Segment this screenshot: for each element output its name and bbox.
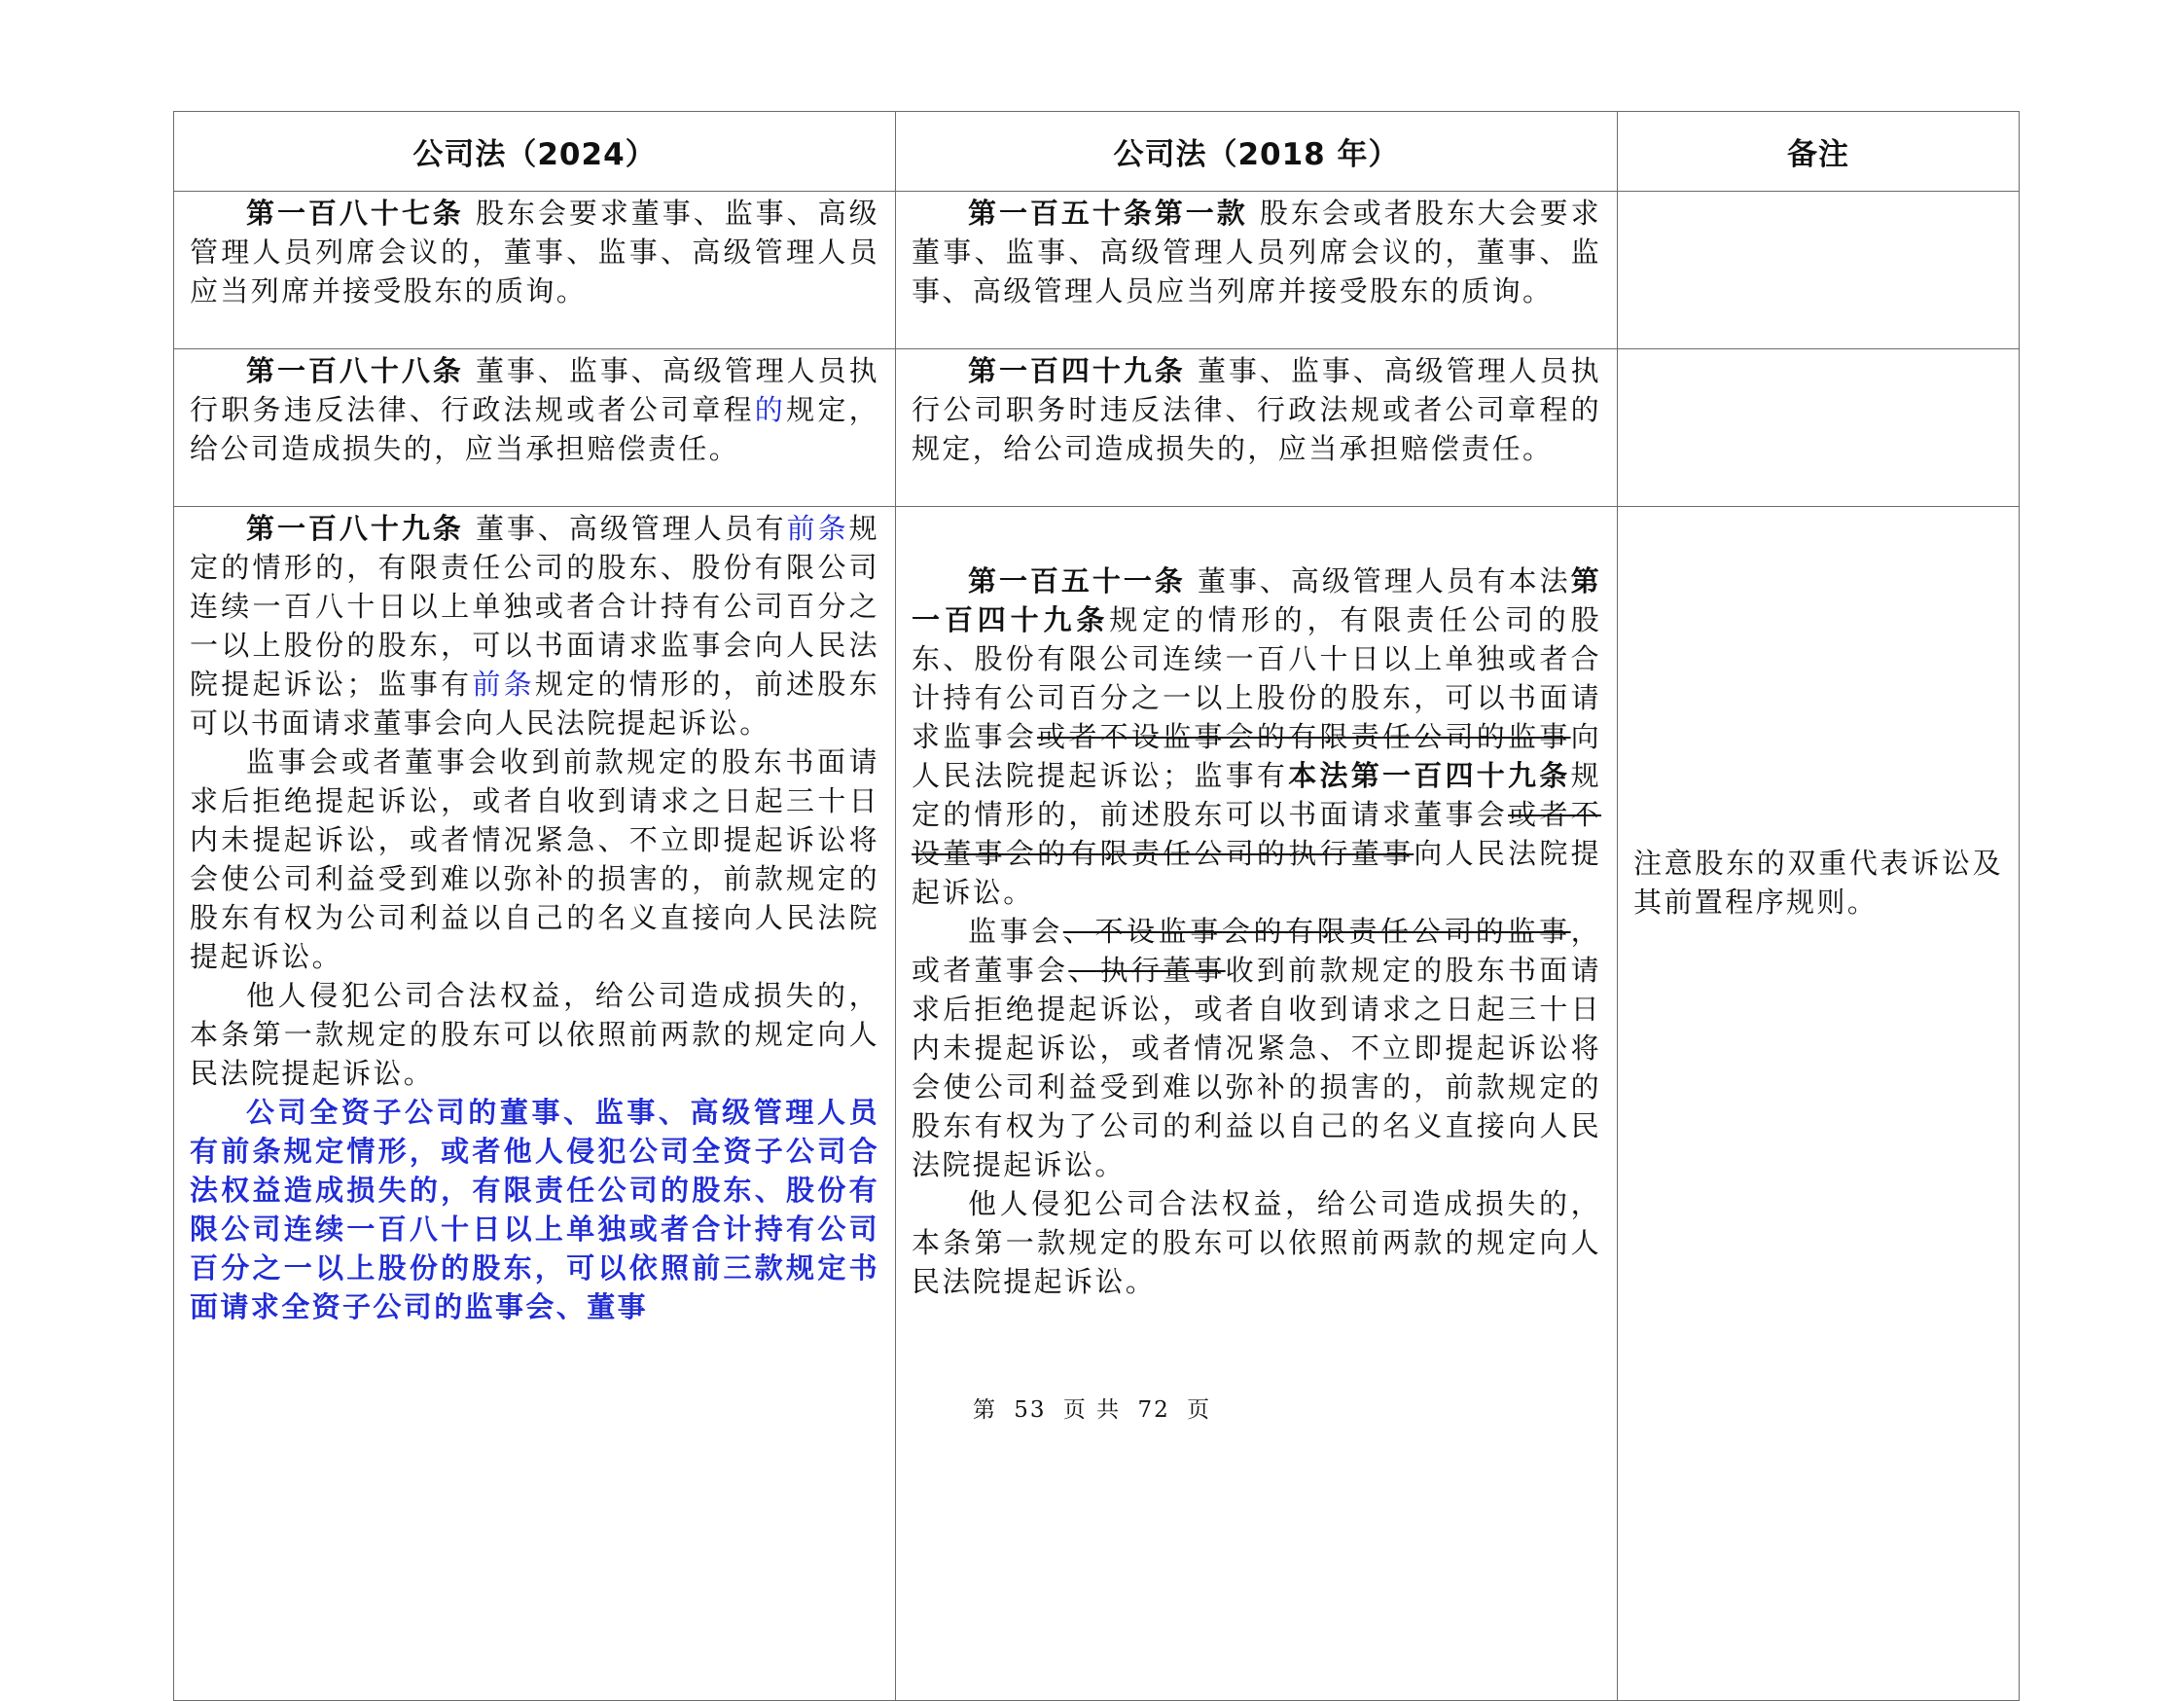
text-run: 监事会 xyxy=(968,915,1063,948)
paragraph xyxy=(912,912,1601,1184)
footer-prefix: 第 xyxy=(972,1397,997,1423)
text-run: 他人侵犯公司合法权益，给公司造成损失的，本条第一款规定的股东可以依照前两款的规定向人民法院提起诉讼。 xyxy=(912,1187,1601,1298)
cell-remark xyxy=(1618,192,2020,349)
text-run: 规定的情形的，前述股东可以书面请求董事会向人民法院提起诉讼。 xyxy=(190,668,879,740)
table-header-row xyxy=(174,112,2020,192)
text-run: 股东会要求董事、监事、高级管理人员列席会议的，董事、监事、高级管理人员应当列席并接受股东的质询。 xyxy=(190,197,879,308)
table-row xyxy=(174,507,2020,1701)
cell-remark xyxy=(1618,349,2020,507)
text-run: 第一百四十九条 xyxy=(912,564,1601,636)
text-run: 或者不设监事会的有限责任公司的监事 xyxy=(1037,720,1571,753)
text-run: 董事、监事、高级管理人员执行职务违反法律、行政法规或者公司章程 xyxy=(190,354,879,426)
paragraph xyxy=(190,976,879,1093)
text-run: 收到前款规定的股东书面请求后拒绝提起诉讼，或者自收到请求之日起三十日内未提起诉讼，或者情况紧急、不立即提起诉讼将会使公司利益受到难以弥补的损害的，前款规定的股东有权为了公司的利益以自己的名义直接向人民法院提起诉讼。 xyxy=(912,954,1601,1181)
text-run: 规定的情形的，有限责任公司的股东、股份有限公司连续一百八十日以上单独或者合计持有公司百分之一以上股份的股东，可以书面请求监事会向人民法院提起诉讼；监事有 xyxy=(190,512,879,701)
paragraph xyxy=(912,194,1601,310)
header-company-law-2018: 公司法（2018 年） xyxy=(896,112,1618,192)
text-run: 规定的情形的，有限责任公司的股东、股份有限公司连续一百八十日以上单独或者合计持有公司百分之一以上股份的股东，可以书面请求监事会 xyxy=(912,603,1601,753)
law-comparison-table xyxy=(173,111,2020,1701)
text-run: 第一百八十八条 xyxy=(246,354,464,387)
cell-remark: 注意股东的双重代表诉讼及其前置程序规则。 xyxy=(1618,507,2020,1701)
table-row xyxy=(174,349,2020,507)
text-run: 第一百八十九条 xyxy=(246,512,464,545)
header-remarks: 备注 xyxy=(1618,112,2020,192)
paragraph xyxy=(190,351,879,468)
paragraph xyxy=(190,1093,879,1326)
footer-page-number: 53 xyxy=(1014,1397,1047,1423)
cell-2018-text xyxy=(896,349,1618,507)
text-run: 第一百五十一条 xyxy=(968,564,1186,597)
text-run: 的 xyxy=(754,393,787,426)
header-company-law-2024: 公司法（2024） xyxy=(174,112,896,192)
text-run: 前条 xyxy=(786,512,849,545)
text-run: 向人民法院提起诉讼；监事有 xyxy=(912,720,1601,792)
paragraph xyxy=(912,561,1601,912)
cell-2024-text xyxy=(174,349,896,507)
paragraph xyxy=(912,1184,1601,1301)
text-run: 本法第一百四十九条 xyxy=(1288,759,1571,792)
paragraph xyxy=(912,351,1601,468)
cell-2024-text xyxy=(174,507,896,1701)
text-run: 或者不设董事会的有限责任公司的执行董事 xyxy=(912,798,1601,870)
cell-2024-text xyxy=(174,192,896,349)
text-run: 董事、监事、高级管理人员执行公司职务时违反法律、行政法规或者公司章程的规定，给公司造成损失的，应当承担赔偿责任。 xyxy=(912,354,1601,465)
text-run: 、执行董事 xyxy=(1068,954,1226,987)
text-run: 第一百四十九条 xyxy=(968,354,1186,387)
text-run: 董事、高级管理人员有 xyxy=(463,512,787,545)
footer-suffix: 页 xyxy=(1187,1397,1212,1423)
cell-2018-text xyxy=(896,192,1618,349)
text-run: 他人侵犯公司合法权益，给公司造成损失的，本条第一款规定的股东可以依照前两款的规定向人民法院提起诉讼。 xyxy=(190,979,879,1090)
paragraph xyxy=(190,742,879,976)
paragraph xyxy=(190,509,879,742)
paragraph xyxy=(190,194,879,310)
text-run: 规定，给公司造成损失的，应当承担赔偿责任。 xyxy=(190,393,880,465)
text-run: 向人民法院提起诉讼。 xyxy=(912,837,1601,909)
footer-total-pages: 72 xyxy=(1137,1397,1170,1423)
text-run: 、不设监事会的有限责任公司的监事 xyxy=(1062,915,1571,948)
text-run: 董事、高级管理人员有本法 xyxy=(1185,564,1571,597)
table-row xyxy=(174,192,2020,349)
page-footer xyxy=(0,1392,2184,1424)
text-run: 公司全资子公司的董事、监事、高级管理人员有前条规定情形，或者他人侵犯公司全资子公司合法权益造成损失的，有限责任公司的股东、股份有限公司连续一百八十日以上单独或者合计持有公司百分之一以上股份的股东，可以依照前三款规定书面请求全资子公司的监事会、董事 xyxy=(190,1096,879,1323)
cell-2018-text xyxy=(896,507,1618,1701)
text-run: 监事会或者董事会收到前款规定的股东书面请求后拒绝提起诉讼，或者自收到请求之日起三十日内未提起诉讼，或者情况紧急、不立即提起诉讼将会使公司利益受到难以弥补的损害的，前款规定的股东有权为公司利益以自己的名义直接向人民法院提起诉讼。 xyxy=(190,745,879,973)
text-run: 第一百八十七条 xyxy=(246,197,464,230)
text-run: 股东会或者股东大会要求董事、监事、高级管理人员列席会议的，董事、监事、高级管理人员应当列席并接受股东的质询。 xyxy=(912,197,1601,308)
text-run: 规定的情形的，前述股东可以书面请求董事会 xyxy=(912,759,1601,831)
text-run: 第一百五十条第一款 xyxy=(968,197,1248,230)
text-run: 前条 xyxy=(472,668,535,701)
footer-middle: 页 共 xyxy=(1062,1397,1122,1423)
text-run: ，或者董事会 xyxy=(912,915,1602,987)
